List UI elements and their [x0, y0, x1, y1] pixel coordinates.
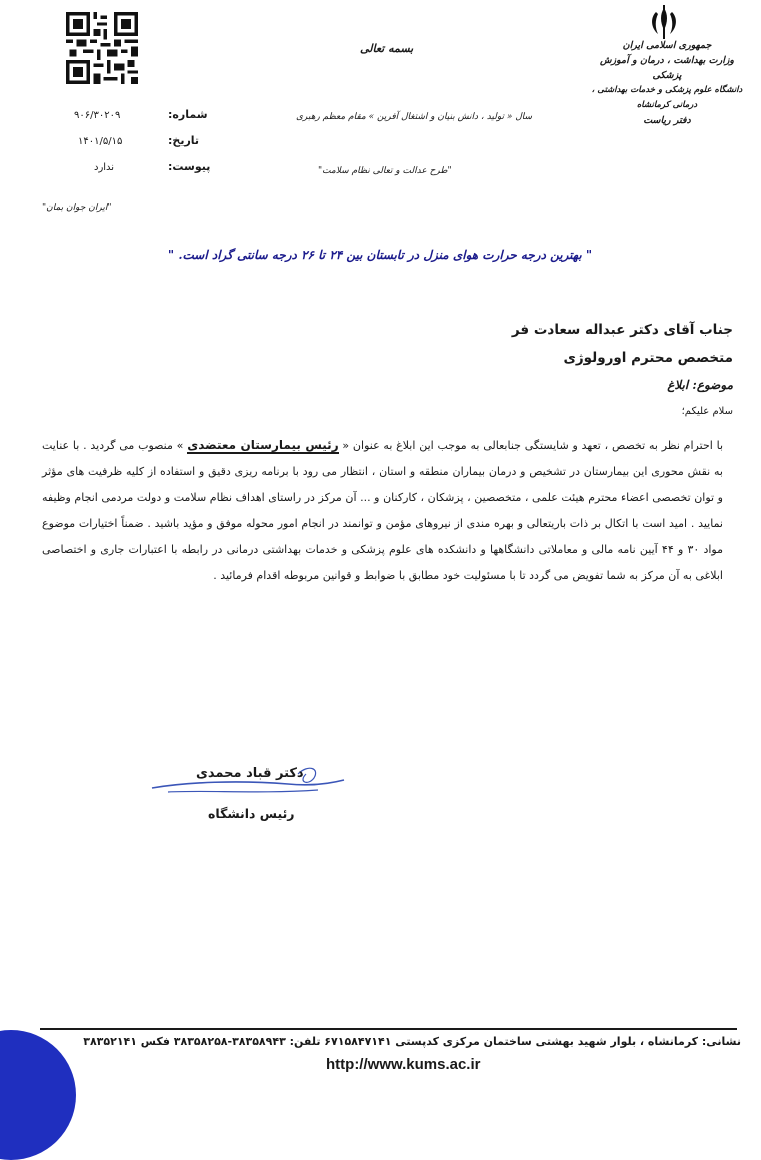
subject: موضوع: ابلاغ	[667, 378, 733, 392]
ministry-line: دانشگاه علوم پزشکی و خدمات بهداشتی ، درمانی کرمانشاه	[591, 85, 743, 110]
addressee: جناب آقای دکتر عبداله سعادت فر	[511, 322, 733, 338]
ministry-line: وزارت بهداشت ، درمان و آموزش پزشکی	[599, 55, 735, 81]
footer-url[interactable]: http://www.kums.ac.ir	[326, 1056, 481, 1073]
temperature-notice: " بهترین درجه حرارت هوای منزل در تابستان بین ۲۴ تا ۲۶ درجه سانتی گراد است. "	[167, 248, 593, 262]
footer-decorative-circle	[0, 1030, 76, 1160]
date-value: ۱۴۰۱/۵/۱۵	[78, 136, 123, 147]
ministry-line: جمهوری اسلامی ایران	[622, 40, 712, 51]
ministry-header	[587, 38, 747, 128]
letter-body	[42, 432, 723, 589]
slogan-plan: "طرح عدالت و تعالی نظام سلامت"	[318, 166, 452, 176]
number-value: ۹۰۶/۳۰۲۰۹	[74, 110, 121, 121]
signatory-title: رئیس دانشگاه	[208, 806, 295, 821]
body-text-part2: » منصوب می گردید . با عنایت به نقش محوری این بیمارستان در تشخیص و درمان بیماران منطقه و استان ، انتظار می رود با برنامه ریزی دقیق و استفاده از کلیه ظرفیت های مؤثر و توان تخصصی اعضاء محترم هیئت علمی ، متخصصین ، پزشکان ، کارکنان و ... آن مرکز در راستای اهداف نظام سلامت و دولت مردمی انجام وظیفه نمایید . امید است با اتکال بر ذات باریتعالی و بهره مندی از نیروهای مؤمن و توانمند در انجام امور محوله موفق و مؤید باشید . ضمناً اختیارات موضوع مواد ۳۰ و ۴۴ آیین نامه مالی و معاملاتی دانشگاهها و دانشکده های علوم پزشکی و خدمات بهداشتی درمانی در رابطه با اعتبارات جاری و اختصاصی ابلاغی به آن مرکز به شما تفویض می گردد تا با مسئولیت خود مطابق با ضوابط و قوانین مربوطه اقدام فرمائید .	[42, 439, 724, 582]
body-emphasis: رئیس بیمارستان معتضدی	[187, 438, 339, 452]
qr-code	[66, 12, 138, 84]
footer-address: نشانی: کرمانشاه ، بلوار شهید بهشتی ساختمان مرکزی کدپستی ۶۷۱۵۸۴۷۱۴۱ تلفن: ۳۸۳۵۸۹۴۳-۳۸۳۵۸۲۵۸ فکس ۳۸۳۵۲۱۴۱	[83, 1035, 741, 1048]
number-label: شماره:	[168, 108, 208, 121]
body-text-part1: با احترام نظر به تخصص ، تعهد و شایستگی جنابعالی به موجب این ابلاغ به عنوان «	[338, 439, 724, 452]
addressee-title: متخصص محترم اورولوژی	[563, 350, 733, 366]
ministry-line: دفتر ریاست	[643, 115, 691, 126]
date-label: تاریخ:	[168, 134, 200, 147]
attachment-value: ندارد	[94, 162, 115, 173]
bismillah: بسمه تعالی	[360, 42, 414, 55]
attachment-label: پیوست:	[168, 160, 211, 173]
slogan-year: سال « تولید ، دانش بنیان و اشتغال آفرین » مقام معظم رهبری	[296, 112, 533, 122]
greeting: سلام علیکم؛	[681, 406, 733, 417]
footer-divider	[40, 1028, 737, 1030]
slogan-iran: "ایران جوان بمان"	[42, 203, 112, 213]
signatory-name: دکتر قباد محمدی	[196, 766, 304, 781]
iran-emblem-icon	[644, 4, 684, 42]
